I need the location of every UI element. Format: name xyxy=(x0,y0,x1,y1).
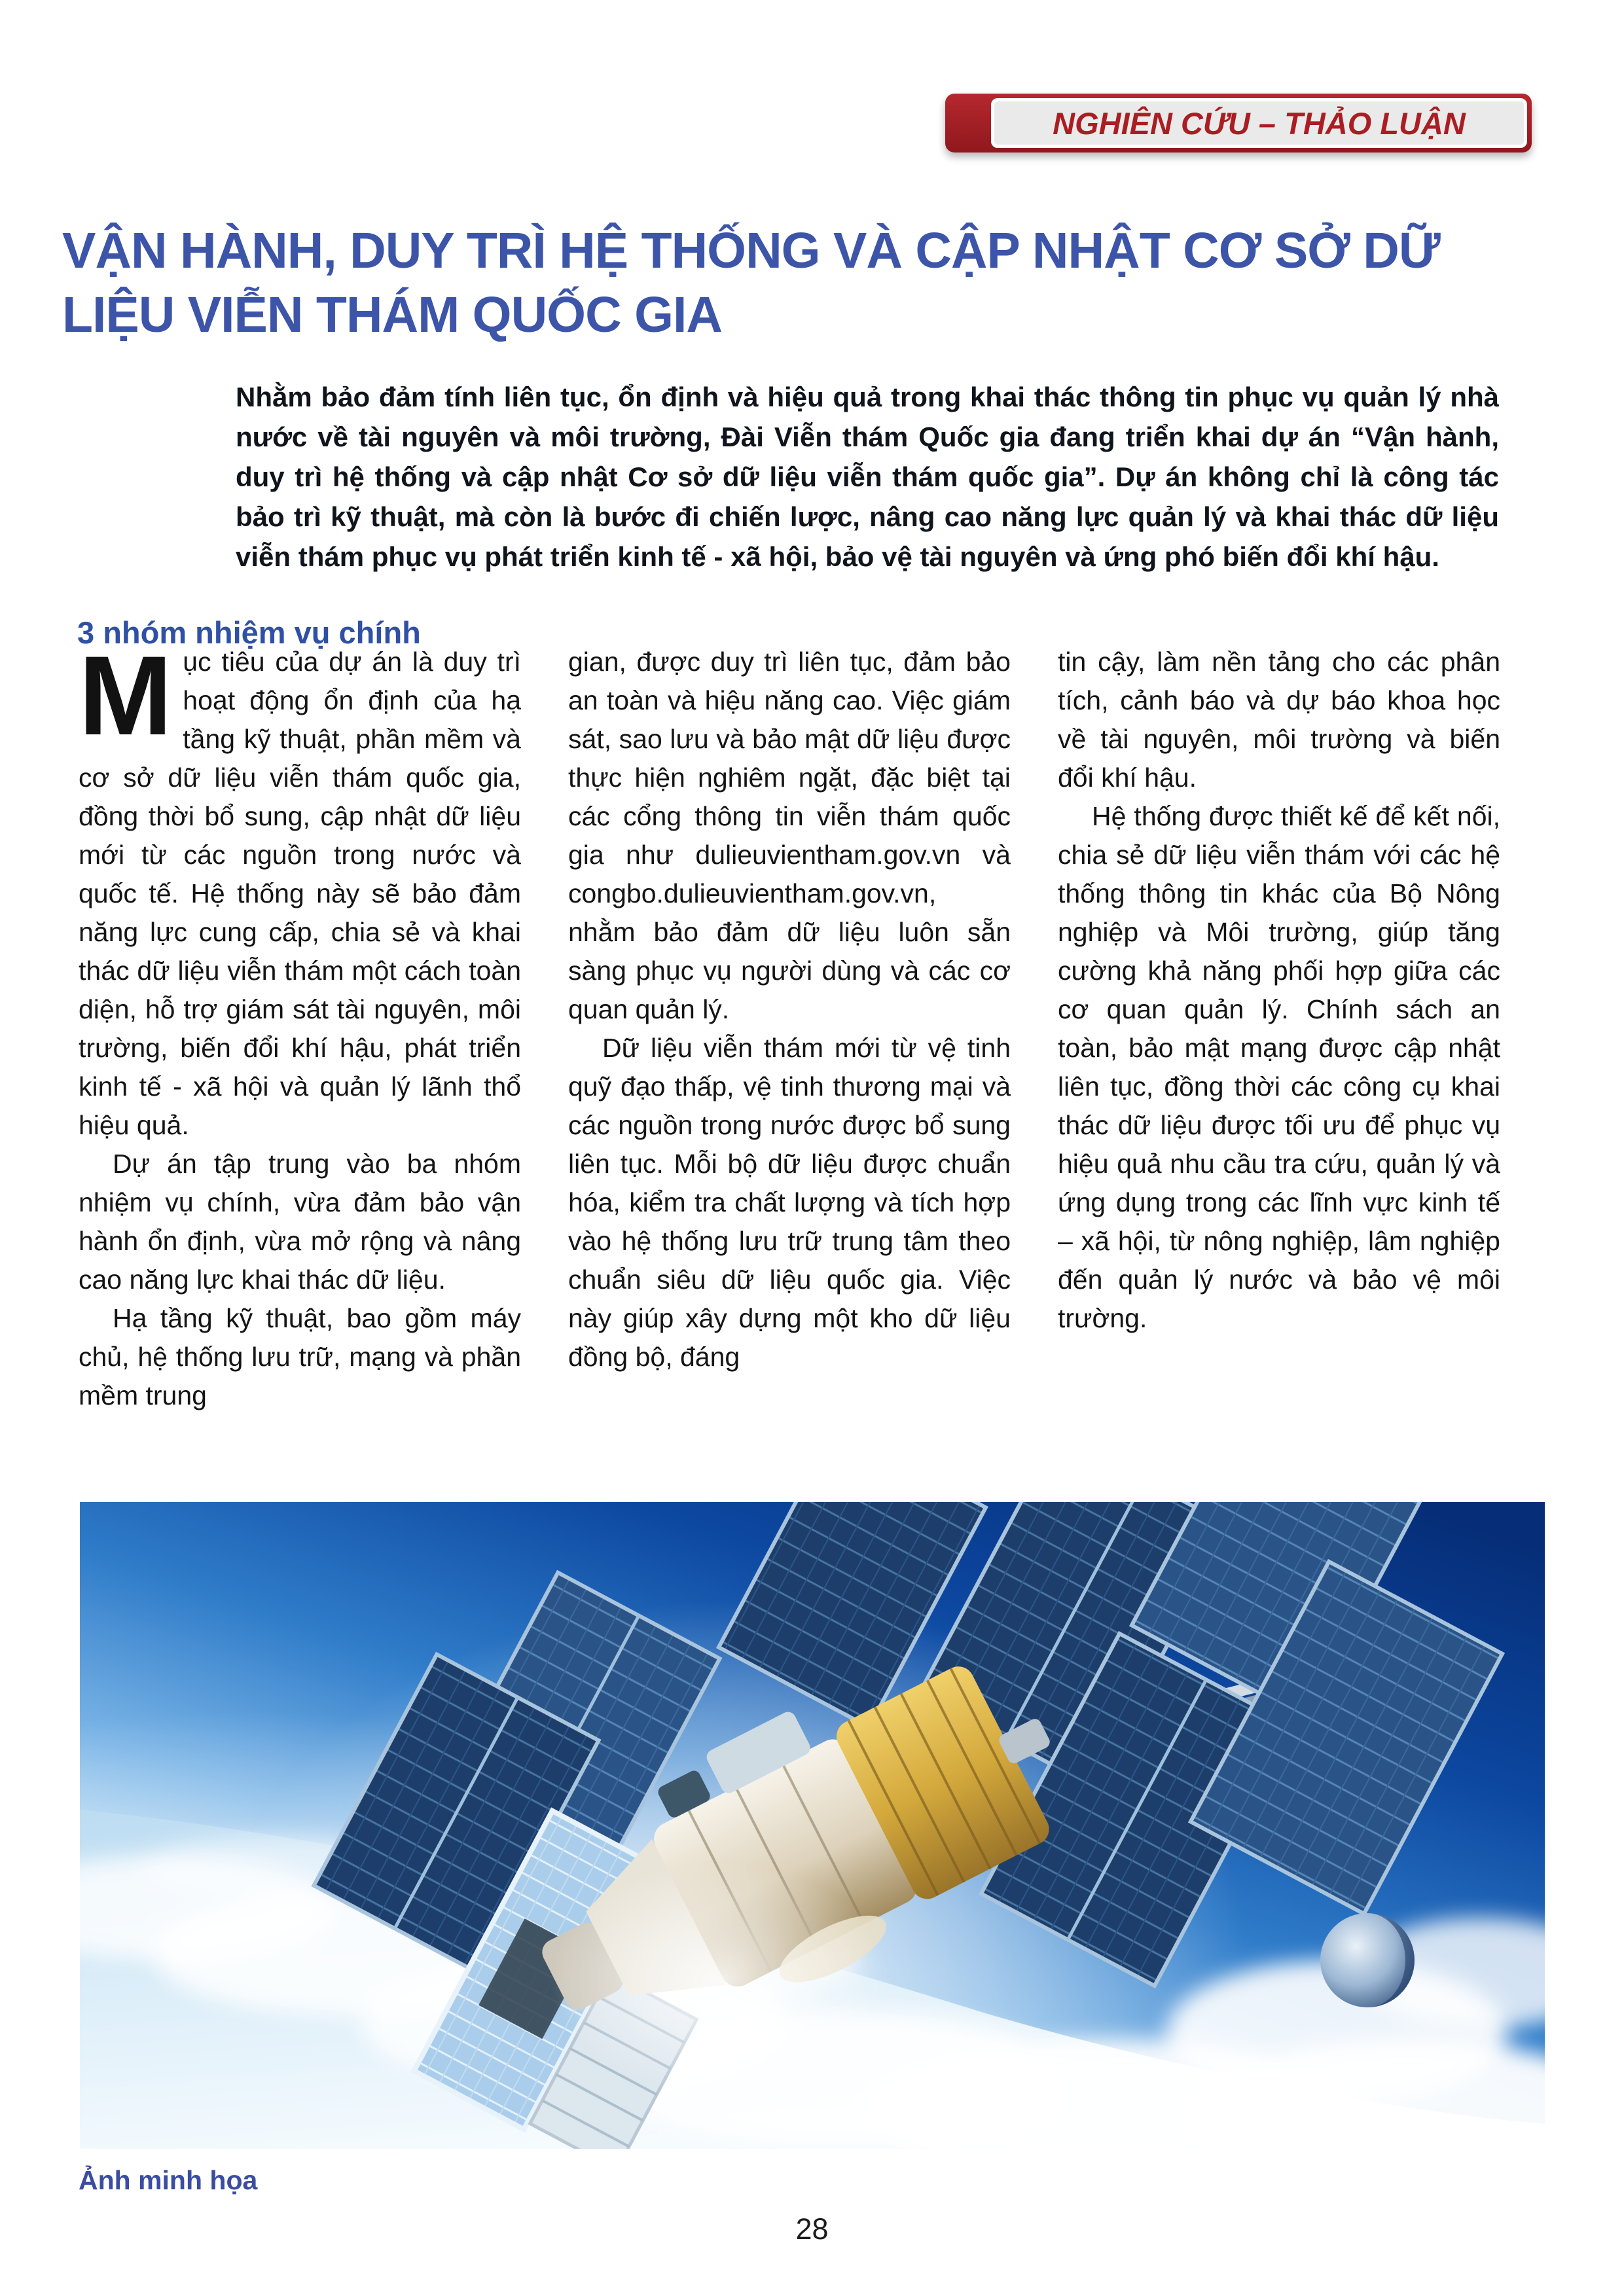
paragraph: Dự án tập trung vào ba nhóm nhiệm vụ chính, vừa đảm bảo vận hành ổn định, vừa mở rộng và nâng cao năng lực khai thác dữ liệu. xyxy=(79,1149,521,1295)
satellite-photo xyxy=(80,1502,1545,2149)
section-badge-label: NGHIÊN CỨU – THẢO LUẬN xyxy=(1053,105,1466,141)
paragraph: Dữ liệu viễn thám mới từ vệ tinh quỹ đạo thấp, vệ tinh thương mại và các nguồn trong nước được bổ sung liên tục. Mỗi bộ dữ liệu được chuẩn hóa, kiểm tra chất lượng và tích hợp vào hệ thống lưu trữ trung tâm theo chuẩn siêu dữ liệu quốc gia. Việc này giúp xây dựng một kho dữ liệu đồng bộ, đáng xyxy=(568,1033,1011,1372)
body-glint xyxy=(551,1862,892,2098)
paragraph: tin cậy, làm nền tảng cho các phân tích, cảnh báo và dự báo khoa học về tài nguyên, môi trường và biến đổi khí hậu. xyxy=(1058,647,1500,793)
satellite-photo-art xyxy=(80,1502,1545,2149)
paragraph-text: ục tiêu của dự án là duy trì hoạt động ổn định của hạ tầng kỹ thuật, phần mềm và cơ sở dữ liệu viễn thám quốc gia, đồng thời bổ sung, cập nhật dữ liệu mới từ các nguồn trong nước và quốc tế. Hệ thống này sẽ bảo đảm năng lực cung cấp, chia sẻ và khai thác dữ liệu viễn thám một cách toàn diện, hỗ trợ giám sát tài nguyên, môi trường, biến đổi khí hậu, phát triển kinh tế - xã hội và quản lý lãnh thổ hiệu quả. xyxy=(79,647,521,1140)
column-3 xyxy=(1058,643,1500,1487)
paragraph: Hạ tầng kỹ thuật, bao gồm máy chủ, hệ thống lưu trữ, mạng và phần mềm trung xyxy=(79,1303,521,1410)
article-columns xyxy=(79,643,1500,1487)
moon xyxy=(1320,1913,1415,2007)
paragraph: Hệ thống được thiết kế để kết nối, chia sẻ dữ liệu viễn thám với các hệ thống thông tin khác của Bộ Nông nghiệp và Môi trường, giúp tăng cường khả năng phối hợp giữa các cơ quan quản lý. Chính sách an toàn, bảo mật mạng được cập nhật liên tục, đồng thời các công cụ khai thác dữ liệu được tối ưu để phục vụ hiệu quả nhu cầu tra cứu, quản lý và ứng dụng trong các lĩnh vực kinh tế – xã hội, từ nông nghiệp, lâm nghiệp đến quản lý nước và bảo vệ môi trường. xyxy=(1058,801,1500,1333)
page-title: VẬN HÀNH, DUY TRÌ HỆ THỐNG VÀ CẬP NHẬT CƠ SỞ DỮ LIỆU VIỄN THÁM QUỐC GIA xyxy=(62,222,1440,343)
section-heading: 3 nhóm nhiệm vụ chính xyxy=(77,615,421,650)
badge-plate xyxy=(991,98,1527,148)
badge-left-tab xyxy=(945,94,991,152)
paragraph xyxy=(79,643,521,1145)
paragraph: gian, được duy trì liên tục, đảm bảo an toàn và hiệu năng cao. Việc giám sát, sao lưu và bảo mật dữ liệu được thực hiện nghiêm ngặt, đặc biệt tại các cổng thông tin viễn thám quốc gia như dulieuvientham.gov.vn và congbo.dulieuvientham.gov.vn, nhằm bảo đảm dữ liệu luôn sẵn sàng phục vụ người dùng và các cơ quan quản lý. xyxy=(568,647,1011,1024)
section-badge xyxy=(945,94,1532,152)
drop-cap: M xyxy=(79,643,173,759)
column-2 xyxy=(568,643,1011,1487)
page-number: 28 xyxy=(795,2212,829,2246)
column-1 xyxy=(79,643,521,1487)
photo-caption: Ảnh minh họa xyxy=(79,2165,258,2195)
article-lede: Nhằm bảo đảm tính liên tục, ổn định và hiệu quả trong khai thác thông tin phục vụ quản lý nhà nước về tài nguyên và môi trường, Đài Viễn thám Quốc gia đang triển khai dự án “Vận hành, duy trì hệ thống và cập nhật Cơ sở dữ liệu viễn thám quốc gia”. Dự án không chỉ là công tác bảo trì kỹ thuật, mà còn là bước đi chiến lược, nâng cao năng lực quản lý và khai thác dữ liệu viễn thám phục vụ phát triển kinh tế - xã hội, bảo vệ tài nguyên và ứng phó biến đổi khí hậu. xyxy=(236,382,1499,572)
